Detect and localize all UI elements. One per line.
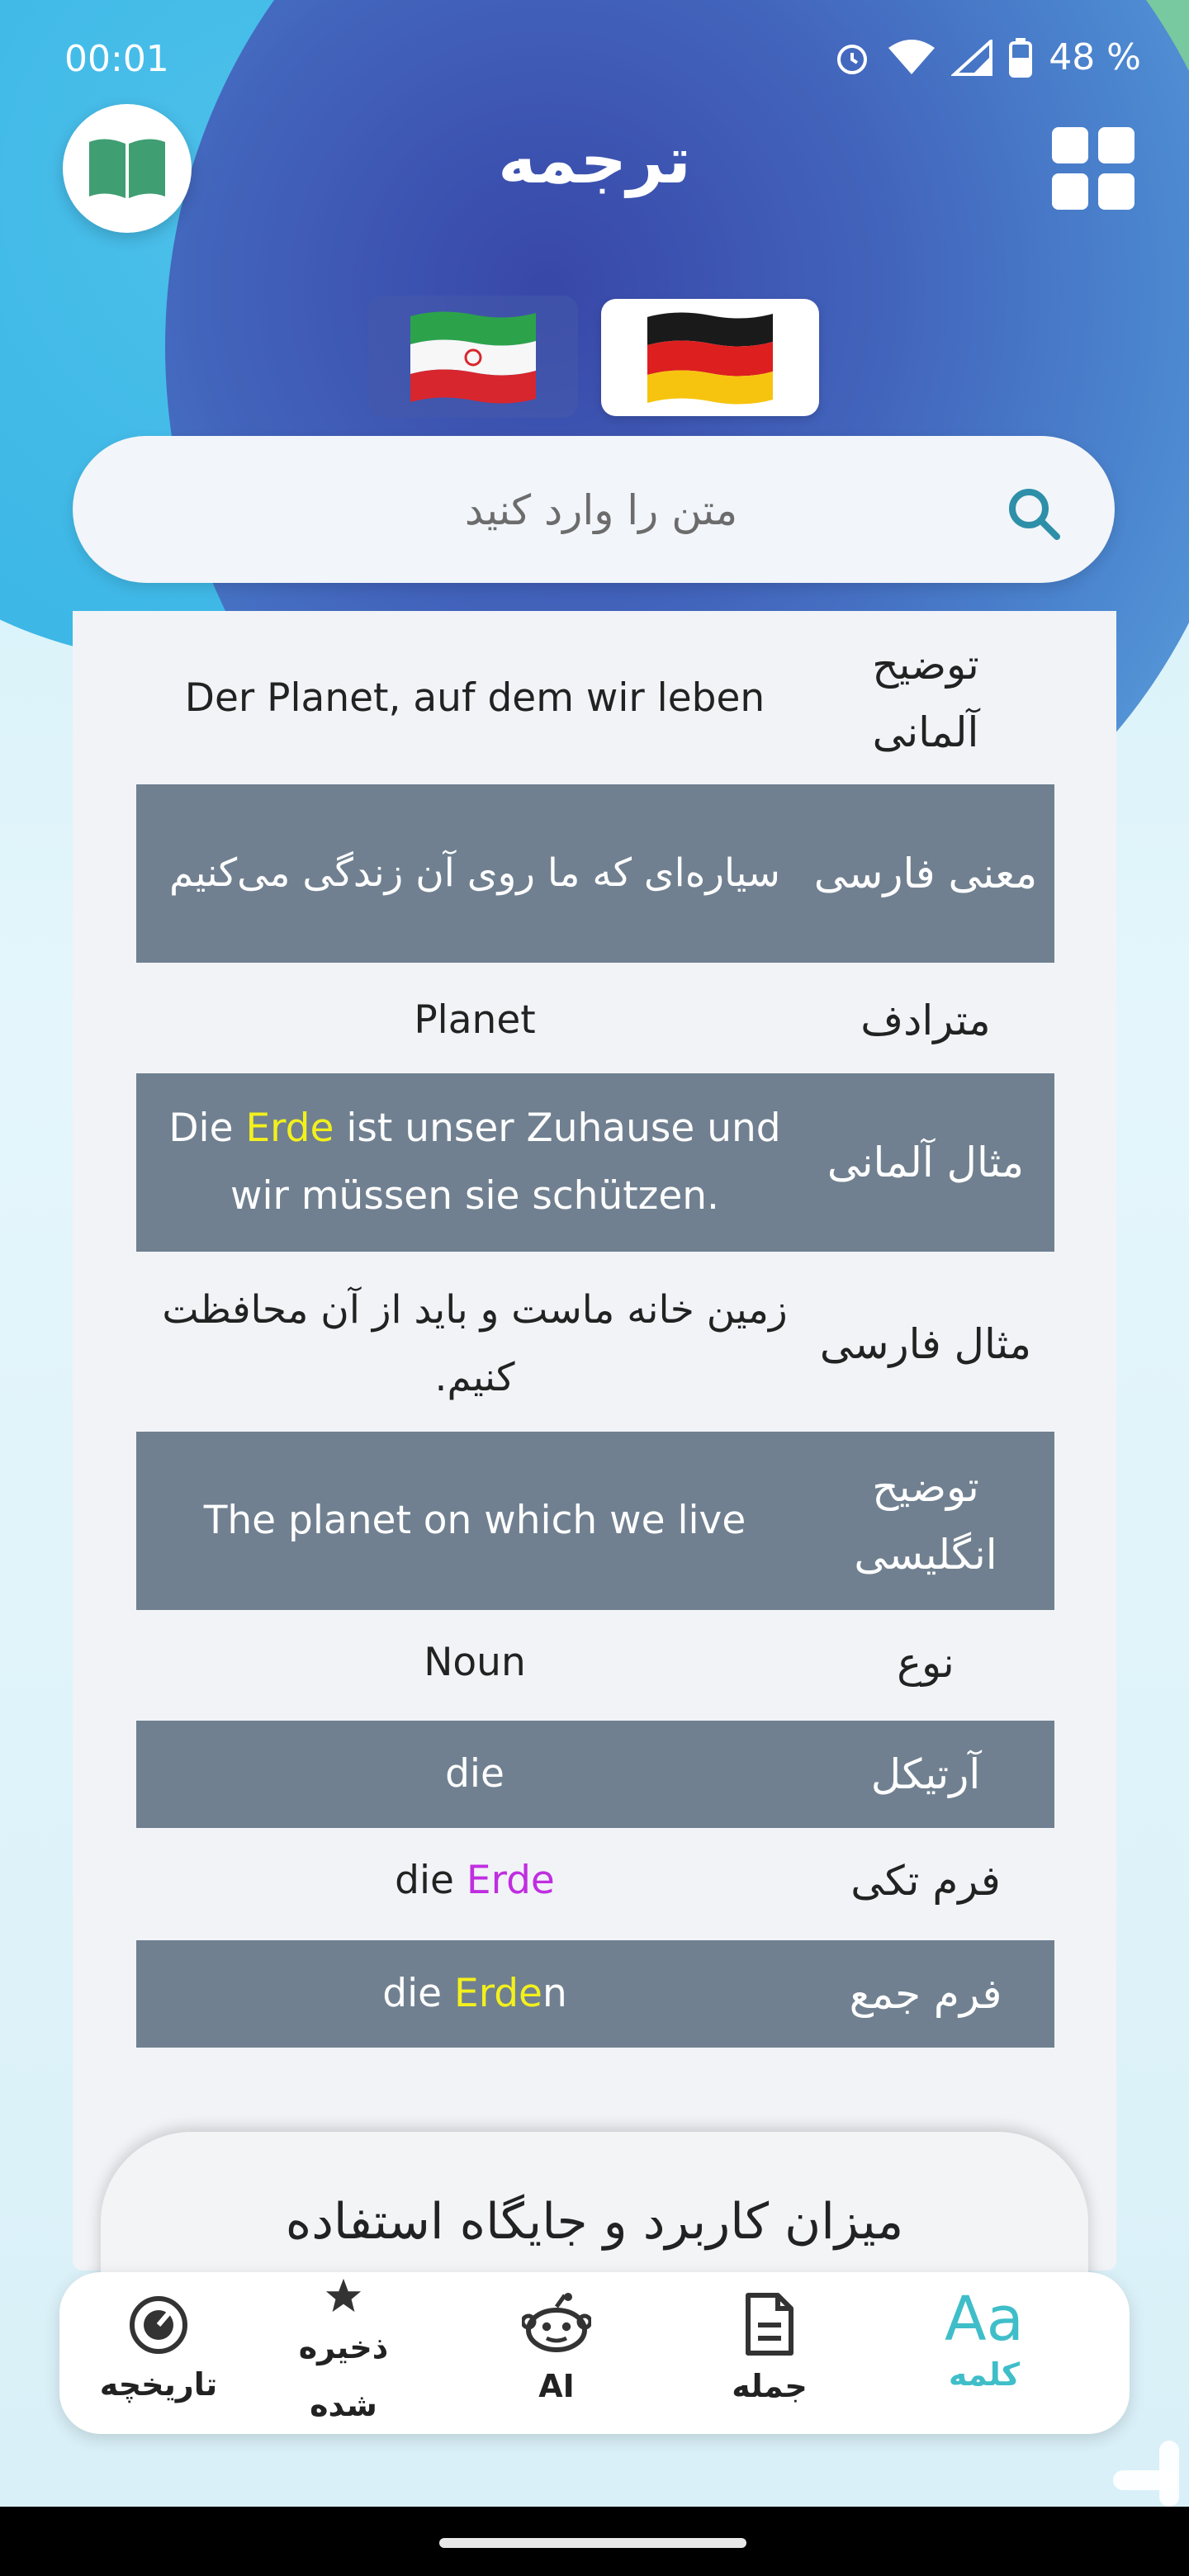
language-persian-button[interactable] — [368, 296, 578, 418]
row-label: توضیح انگلیسی — [854, 1463, 997, 1579]
nav-saved[interactable] — [244, 2272, 443, 2434]
row-value: die Erden — [382, 1971, 567, 2016]
status-time: 00:01 — [64, 38, 169, 80]
language-german-button[interactable] — [601, 299, 819, 416]
robot-icon — [522, 2292, 591, 2355]
highlighted-word: Erde — [245, 1106, 334, 1151]
status-bar — [0, 0, 1189, 116]
alarm-icon — [832, 38, 872, 78]
row-german-example — [136, 1073, 1054, 1252]
row-label: آرتیکل — [870, 1750, 981, 1798]
row-value: Der Planet, auf dem wir leben — [184, 675, 765, 721]
page-title: ترجمه — [498, 124, 691, 198]
row-label: مثال فارسی — [819, 1320, 1032, 1368]
nav-sentence-label: جمله — [732, 2368, 808, 2404]
row-plural — [136, 1940, 1054, 2048]
search-bar — [73, 436, 1115, 583]
status-icons — [832, 36, 1141, 78]
highlighted-word: Erde — [466, 1858, 555, 1903]
row-value: Noun — [424, 1640, 526, 1685]
grid-icon — [1052, 127, 1135, 210]
germany-flag-icon — [644, 309, 776, 406]
battery-level: 48 % — [1049, 36, 1141, 78]
star-icon — [320, 2277, 367, 2315]
row-article — [136, 1721, 1054, 1828]
row-label: نوع — [897, 1639, 955, 1687]
row-label: فرم جمع — [849, 1970, 1002, 2018]
row-value: سیاره‌ای که ما روی آن زندگی می‌کنیم — [169, 850, 780, 896]
row-persian-example — [136, 1262, 1054, 1427]
row-value: Die Erde ist unser Zuhause und wir müssen sie schützen. — [168, 1106, 781, 1219]
book-icon — [86, 135, 168, 201]
battery-icon — [1009, 38, 1032, 78]
nav-history-label: تاریخچه — [99, 2366, 218, 2403]
search-input[interactable] — [238, 469, 964, 552]
row-persian-meaning — [136, 784, 1054, 963]
home-gesture-pill[interactable] — [439, 2538, 746, 2548]
signal-icon — [951, 40, 992, 76]
row-label: مترادف — [860, 997, 991, 1044]
word-icon: Aa — [945, 2284, 1024, 2355]
dictionary-button[interactable] — [63, 104, 192, 233]
nav-word[interactable] — [885, 2272, 1083, 2434]
history-icon — [127, 2294, 190, 2356]
row-value: The planet on which we live — [203, 1498, 746, 1543]
row-label: مثال آلمانی — [827, 1139, 1025, 1186]
row-singular — [136, 1833, 1054, 1929]
usage-title: میزان کاربرد و جایگاه استفاده — [285, 2193, 904, 2251]
nav-saved-label: ذخیره شده — [298, 2329, 389, 2423]
row-german-explanation — [136, 624, 1054, 773]
row-value: Planet — [414, 997, 536, 1043]
bottom-navigation — [59, 2272, 1130, 2434]
row-english-explanation — [136, 1432, 1054, 1610]
iran-flag-icon — [407, 308, 539, 405]
nav-sentence[interactable] — [670, 2272, 869, 2434]
menu-grid-button[interactable] — [1052, 127, 1135, 210]
row-label: معنی فارسی — [813, 850, 1038, 897]
row-label: توضیح آلمانی — [872, 641, 979, 756]
nav-word-label: کلمه — [948, 2356, 1021, 2393]
document-icon — [743, 2292, 796, 2356]
nav-ai-label: AI — [538, 2368, 575, 2404]
row-value: زمین خانه ماست و باید از آن محافظت کنیم. — [162, 1287, 788, 1400]
row-label: فرم تکی — [850, 1857, 1001, 1905]
nav-history[interactable] — [59, 2272, 258, 2434]
row-type — [136, 1620, 1054, 1706]
row-value: die — [445, 1751, 504, 1797]
highlighted-word: Erde — [454, 1971, 542, 2016]
search-icon[interactable] — [1006, 485, 1062, 542]
row-synonym — [136, 974, 1054, 1067]
wifi-icon — [888, 40, 935, 76]
row-value: die Erde — [395, 1858, 555, 1903]
nav-ai[interactable] — [457, 2272, 656, 2434]
